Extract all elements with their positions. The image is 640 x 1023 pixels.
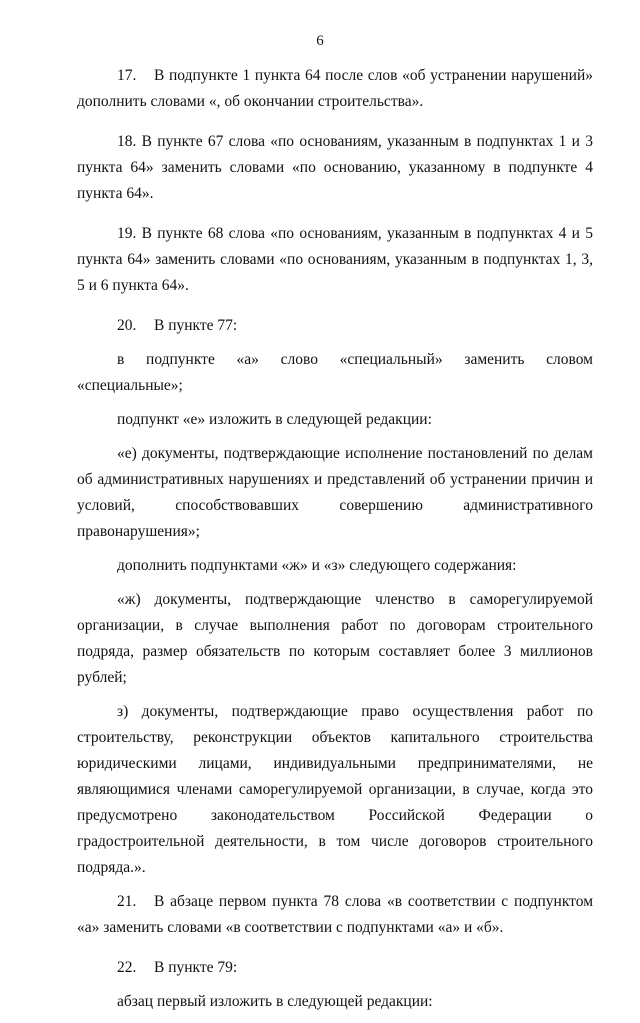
item-text: В пункте 68 слова «по основаниям, указанным в подпунктах 4 и 5 пункта 64» заменить словами «по основаниям, указанным в подпунктах 1, 3, 5 и 6 пункта 64». xyxy=(77,225,594,294)
item-number: 20. xyxy=(117,317,137,334)
item-18 xyxy=(77,129,593,207)
item-number: 21. xyxy=(117,893,137,910)
paragraph-subpoint-a: в подпункте «а» слово «специальный» заменить словом «специальные»; xyxy=(77,351,593,394)
item-17 xyxy=(77,63,593,115)
item-text: В пункте 67 слова «по основаниям, указанным в подпунктах 1 и 3 пункта 64» заменить словами «по основанию, указанному в подпункте 4 пункта 64». xyxy=(77,133,594,202)
page-number: 6 xyxy=(316,33,324,49)
item-number: 19. xyxy=(117,225,137,242)
paragraph-first-abzac: абзац первый изложить в следующей редакции: xyxy=(117,993,433,1010)
document-body xyxy=(77,63,593,1023)
item-number: 22. xyxy=(117,959,137,976)
paragraph-subpoint-z: з) документы, подтверждающие право осуществления работ по строительству, реконструкции объектов капитального строительства юридическими лицами, индивидуальными предпринимателями, не являющимися членами саморегулируемой организации, в случае, когда это предусмотрено законодательством Российской Федерации о градостроительной деятельности, в том числе договоров строительного подряда.». xyxy=(77,703,593,876)
item-20 xyxy=(77,313,593,339)
item-text: В пункте 79: xyxy=(154,959,238,976)
item-21 xyxy=(77,889,593,941)
item-22 xyxy=(77,955,593,981)
item-number: 18. xyxy=(117,133,137,150)
paragraph-add-subpoints: дополнить подпунктами «ж» и «з» следующего содержания: xyxy=(117,557,517,574)
paragraph-subpoint-e-intro: подпункт «е» изложить в следующей редакции: xyxy=(117,411,432,428)
item-text: В абзаце первом пункта 78 слова «в соответствии с подпунктом «а» заменить словами «в соответствии с подпунктами «а» и «б». xyxy=(77,893,593,936)
item-text: В подпункте 1 пункта 64 после слов «об устранении нарушений» дополнить словами «, об окончании строительства». xyxy=(77,67,593,110)
item-19 xyxy=(77,221,593,299)
item-text: В пункте 77: xyxy=(154,317,238,334)
item-number: 17. xyxy=(117,67,137,84)
paragraph-subpoint-e: «е) документы, подтверждающие исполнение постановлений по делам об административных нарушениях и представлений об устранении причин и условий, способствовавших совершению административного правонарушения»; xyxy=(77,445,593,540)
paragraph-subpoint-zh: «ж) документы, подтверждающие членство в саморегулируемой организации, в случае выполнения работ по договорам строительного подряда, размер обязательств по которым составляет более 3 миллионов рублей; xyxy=(77,591,593,686)
